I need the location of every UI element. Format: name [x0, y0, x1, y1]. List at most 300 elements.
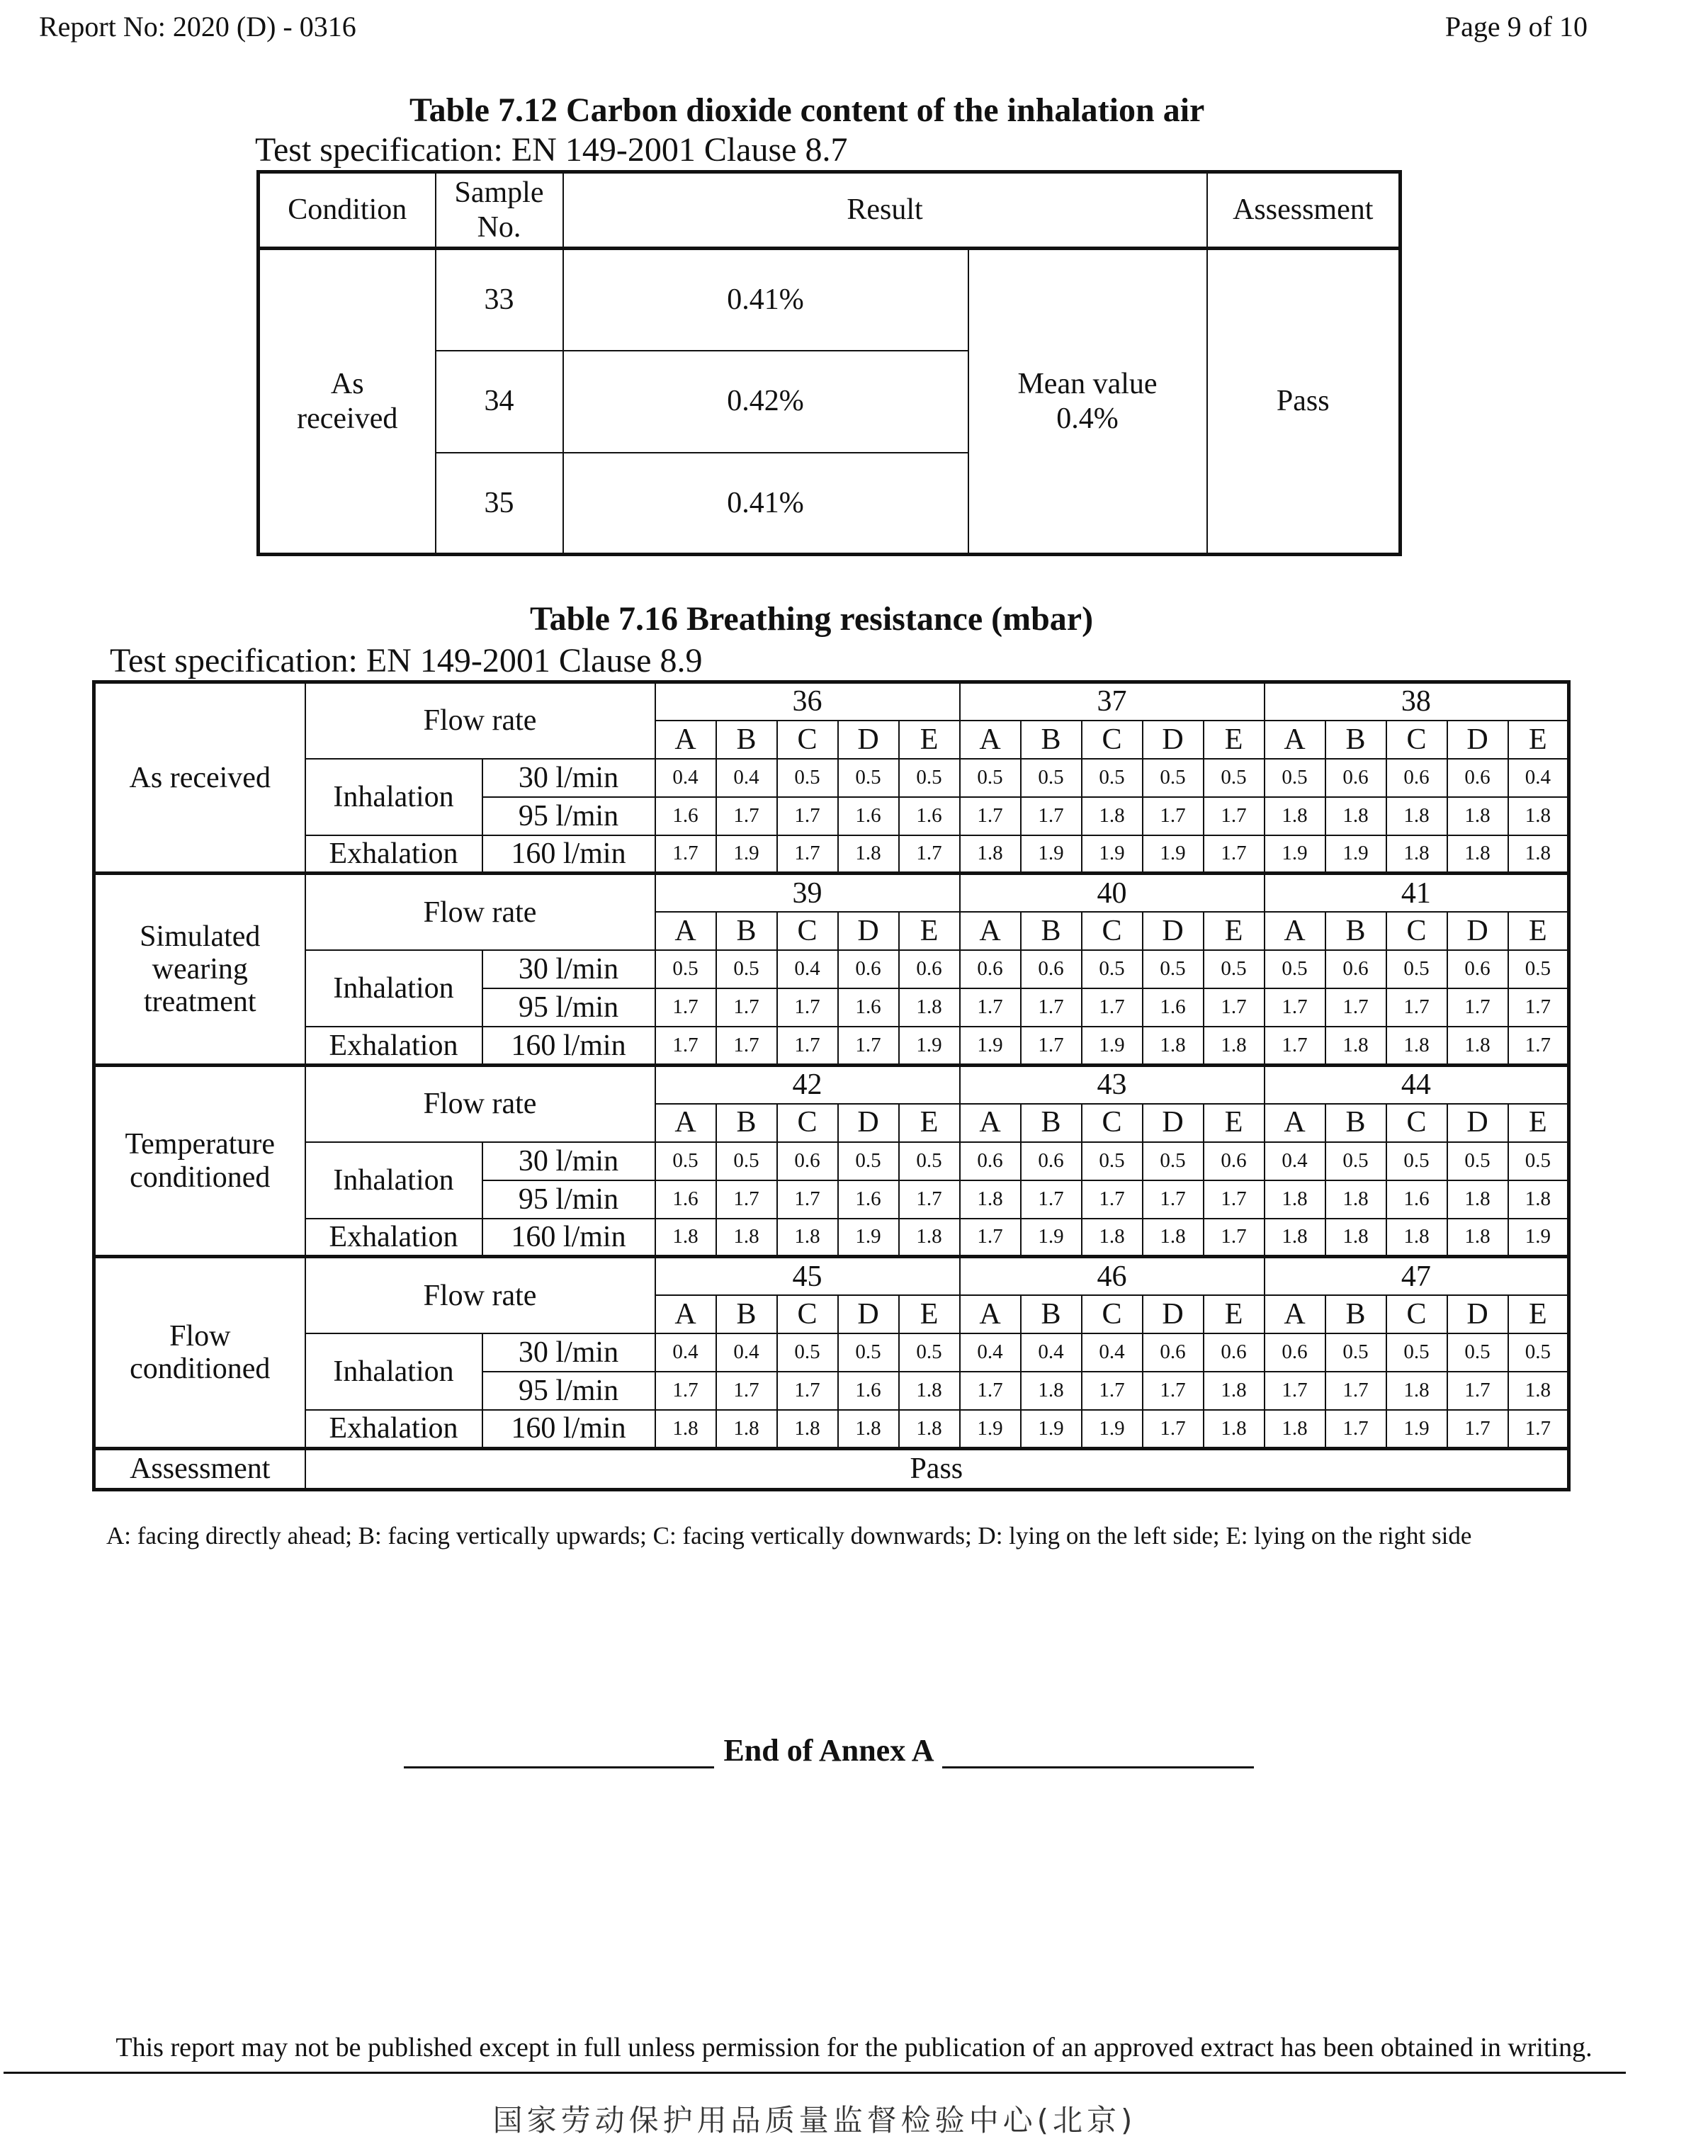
resistance-value: 0.5 — [899, 1333, 960, 1372]
resistance-value: 0.5 — [899, 759, 960, 797]
resistance-value: 1.9 — [1021, 1219, 1082, 1257]
position-letter: E — [899, 1295, 960, 1333]
sample-number: 38 — [1265, 682, 1569, 721]
resistance-value: 1.8 — [655, 1219, 716, 1257]
flow-value: 160 l/min — [482, 1219, 655, 1257]
mean-value: 0.4% — [1056, 402, 1119, 435]
resistance-value: 1.8 — [960, 1180, 1021, 1219]
position-letter: C — [777, 1104, 838, 1142]
resistance-value: 1.7 — [1325, 988, 1386, 1027]
position-letter: D — [1447, 721, 1508, 759]
resistance-value: 1.8 — [1508, 1372, 1569, 1410]
resistance-value: 1.8 — [777, 1410, 838, 1448]
exhalation-label: Exhalation — [305, 1027, 482, 1065]
flow-value: 160 l/min — [482, 1027, 655, 1065]
resistance-value: 1.8 — [1386, 797, 1447, 835]
resistance-value: 0.5 — [777, 1333, 838, 1372]
resistance-value: 1.8 — [1204, 1372, 1265, 1410]
resistance-value: 0.5 — [838, 1333, 899, 1372]
sample-number: 43 — [960, 1065, 1265, 1103]
resistance-value: 0.6 — [1265, 1333, 1325, 1372]
resistance-value: 0.5 — [1386, 1142, 1447, 1180]
resistance-value: 0.5 — [1386, 1333, 1447, 1372]
resistance-value: 1.7 — [777, 797, 838, 835]
resistance-value: 0.6 — [1143, 1333, 1204, 1372]
resistance-value: 1.7 — [716, 1372, 777, 1410]
position-letter: B — [1021, 1295, 1082, 1333]
resistance-value: 1.8 — [1325, 1219, 1386, 1257]
position-letter: A — [655, 912, 716, 950]
position-letter: E — [1204, 1295, 1265, 1333]
resistance-value: 0.5 — [1204, 950, 1265, 988]
position-letter: C — [777, 1295, 838, 1333]
mean-label: Mean value — [1017, 368, 1158, 401]
resistance-value: 1.7 — [1143, 1372, 1204, 1410]
resistance-value: 1.8 — [1204, 1410, 1265, 1448]
resistance-value: 1.8 — [1386, 1372, 1447, 1410]
sample-number: 37 — [960, 682, 1265, 721]
resistance-value: 1.8 — [899, 1410, 960, 1448]
resistance-value: 0.6 — [1021, 950, 1082, 988]
position-legend: A: facing directly ahead; B: facing vertically upwards; C: facing vertically downwards; D: lying on the left side; E: lying on the right side — [106, 1522, 1472, 1550]
resistance-value: 1.7 — [1021, 1180, 1082, 1219]
position-letter: C — [1386, 721, 1447, 759]
resistance-value: 0.4 — [1265, 1142, 1325, 1180]
position-letter: B — [1021, 721, 1082, 759]
resistance-value: 1.7 — [1082, 1372, 1143, 1410]
resistance-value: 0.5 — [838, 1142, 899, 1180]
assessment-value: Pass — [305, 1448, 1569, 1489]
resistance-value: 1.6 — [838, 1180, 899, 1219]
resistance-value: 1.7 — [1143, 1410, 1204, 1448]
resistance-value: 1.8 — [1447, 1219, 1508, 1257]
resistance-value: 0.6 — [1325, 759, 1386, 797]
right-rule — [942, 1766, 1254, 1768]
resistance-value: 1.8 — [1021, 1372, 1082, 1410]
sample-no: 34 — [436, 351, 563, 453]
resistance-value: 0.6 — [838, 950, 899, 988]
end-of-annex — [404, 1732, 1254, 1768]
resistance-value: 1.8 — [1508, 835, 1569, 874]
resistance-value: 1.7 — [777, 988, 838, 1027]
resistance-value: 1.9 — [838, 1219, 899, 1257]
resistance-value: 1.6 — [838, 797, 899, 835]
resistance-value: 1.9 — [1143, 835, 1204, 874]
report-number: Report No: 2020 (D) - 0316 — [39, 11, 356, 43]
position-letter: D — [838, 912, 899, 950]
resistance-value: 0.5 — [1082, 759, 1143, 797]
resistance-value: 0.5 — [1386, 950, 1447, 988]
resistance-value: 1.7 — [1021, 797, 1082, 835]
resistance-value: 0.4 — [716, 1333, 777, 1372]
resistance-value: 1.7 — [960, 797, 1021, 835]
resistance-value: 1.8 — [1082, 1219, 1143, 1257]
co2-table — [256, 170, 1402, 556]
resistance-value: 0.5 — [1447, 1142, 1508, 1180]
resistance-value: 0.6 — [1204, 1142, 1265, 1180]
resistance-value: 0.4 — [960, 1333, 1021, 1372]
resistance-value: 1.9 — [1082, 1027, 1143, 1065]
resistance-value: 0.4 — [716, 759, 777, 797]
exhalation-label: Exhalation — [305, 1410, 482, 1448]
resistance-value: 1.8 — [838, 835, 899, 874]
resistance-value: 1.7 — [716, 797, 777, 835]
resistance-value: 1.7 — [1447, 988, 1508, 1027]
resistance-value: 1.7 — [716, 1027, 777, 1065]
position-letter: D — [838, 1295, 899, 1333]
resistance-value: 1.7 — [1325, 1372, 1386, 1410]
resistance-value: 1.7 — [777, 1372, 838, 1410]
resistance-value: 0.5 — [899, 1142, 960, 1180]
breathing-resistance-table — [92, 680, 1571, 1491]
result-value: 0.41% — [563, 249, 968, 351]
flow-value: 30 l/min — [482, 759, 655, 797]
condition-cell: Simulated wearing treatment — [94, 874, 305, 1065]
position-letter: B — [716, 1295, 777, 1333]
position-letter: A — [655, 1295, 716, 1333]
position-letter: C — [1082, 912, 1143, 950]
resistance-value: 0.5 — [655, 950, 716, 988]
flow-value: 160 l/min — [482, 1410, 655, 1448]
position-letter: D — [1143, 912, 1204, 950]
resistance-value: 1.7 — [1325, 1410, 1386, 1448]
flow-value: 30 l/min — [482, 1142, 655, 1180]
resistance-value: 1.7 — [1082, 1180, 1143, 1219]
resistance-value: 0.5 — [716, 1142, 777, 1180]
position-letter: B — [1325, 912, 1386, 950]
sample-number: 47 — [1265, 1257, 1569, 1295]
resistance-value: 1.7 — [1447, 1372, 1508, 1410]
resistance-value: 1.7 — [960, 988, 1021, 1027]
resistance-value: 0.5 — [1508, 950, 1569, 988]
resistance-value: 1.7 — [655, 1027, 716, 1065]
position-letter: C — [777, 912, 838, 950]
resistance-value: 1.8 — [1325, 1027, 1386, 1065]
resistance-value: 1.8 — [1386, 1219, 1447, 1257]
resistance-value: 1.6 — [899, 797, 960, 835]
resistance-value: 1.7 — [716, 988, 777, 1027]
end-of-annex-text: End of Annex A — [723, 1733, 934, 1768]
resistance-value: 1.7 — [655, 988, 716, 1027]
result-value: 0.42% — [563, 351, 968, 453]
flow-value: 95 l/min — [482, 797, 655, 835]
resistance-value: 1.7 — [1021, 1027, 1082, 1065]
resistance-value: 1.8 — [655, 1410, 716, 1448]
resistance-value: 1.8 — [1143, 1219, 1204, 1257]
resistance-value: 1.8 — [1204, 1027, 1265, 1065]
position-letter: C — [1386, 1104, 1447, 1142]
position-letter: D — [1447, 912, 1508, 950]
resistance-value: 0.4 — [1508, 759, 1569, 797]
mean-value-cell — [968, 249, 1207, 555]
resistance-value: 1.8 — [1447, 835, 1508, 874]
position-letter: B — [1021, 912, 1082, 950]
resistance-value: 1.7 — [1204, 797, 1265, 835]
position-letter: A — [960, 1104, 1021, 1142]
position-letter: E — [1204, 1104, 1265, 1142]
resistance-value: 1.6 — [1143, 988, 1204, 1027]
resistance-value: 0.5 — [1447, 1333, 1508, 1372]
left-rule — [404, 1766, 714, 1768]
resistance-value: 1.7 — [1265, 988, 1325, 1027]
condition-cell: As received — [259, 249, 436, 555]
resistance-value: 0.5 — [1143, 950, 1204, 988]
resistance-value: 1.7 — [899, 835, 960, 874]
position-letter: D — [838, 1104, 899, 1142]
resistance-value: 1.9 — [960, 1410, 1021, 1448]
resistance-value: 0.4 — [777, 950, 838, 988]
resistance-value: 1.9 — [716, 835, 777, 874]
resistance-value: 1.8 — [1508, 1180, 1569, 1219]
position-letter: A — [960, 1295, 1021, 1333]
resistance-value: 1.8 — [1143, 1027, 1204, 1065]
position-letter: E — [1508, 721, 1569, 759]
table-7-16-title: Table 7.16 Breathing resistance (mbar) — [530, 600, 1094, 638]
resistance-value: 1.9 — [960, 1027, 1021, 1065]
resistance-value: 0.6 — [1204, 1333, 1265, 1372]
resistance-value: 0.5 — [1265, 950, 1325, 988]
footer-notice: This report may not be published except in full unless permission for the publication of an approved extract has been obtained in writing. — [115, 2033, 1593, 2062]
resistance-value: 1.8 — [838, 1410, 899, 1448]
resistance-value: 0.6 — [1325, 950, 1386, 988]
resistance-value: 1.7 — [1204, 835, 1265, 874]
position-letter: E — [1204, 721, 1265, 759]
resistance-value: 0.5 — [1325, 1142, 1386, 1180]
header-result: Result — [563, 172, 1207, 249]
sample-number: 36 — [655, 682, 960, 721]
position-letter: A — [1265, 1104, 1325, 1142]
sample-number: 46 — [960, 1257, 1265, 1295]
position-letter: B — [1021, 1104, 1082, 1142]
resistance-value: 1.7 — [1204, 1219, 1265, 1257]
resistance-value: 0.5 — [1508, 1333, 1569, 1372]
resistance-value: 1.7 — [1386, 988, 1447, 1027]
resistance-value: 0.5 — [1265, 759, 1325, 797]
condition-cell: As received — [94, 682, 305, 874]
resistance-value: 1.8 — [1325, 797, 1386, 835]
flow-value: 30 l/min — [482, 1333, 655, 1372]
position-letter: E — [1508, 1295, 1569, 1333]
resistance-value: 1.8 — [1265, 797, 1325, 835]
resistance-value: 0.5 — [1325, 1333, 1386, 1372]
resistance-value: 1.7 — [1082, 988, 1143, 1027]
resistance-value: 1.8 — [1386, 835, 1447, 874]
position-letter: A — [1265, 721, 1325, 759]
header-condition: Condition — [259, 172, 436, 249]
position-letter: E — [1508, 1104, 1569, 1142]
resistance-value: 1.8 — [1447, 1180, 1508, 1219]
resistance-value: 1.7 — [1447, 1410, 1508, 1448]
resistance-value: 1.7 — [1143, 1180, 1204, 1219]
page-number: Page 9 of 10 — [1444, 11, 1588, 43]
resistance-value: 0.6 — [777, 1142, 838, 1180]
position-letter: B — [1325, 1104, 1386, 1142]
inhalation-label: Inhalation — [305, 950, 482, 1027]
resistance-value: 1.9 — [1021, 1410, 1082, 1448]
position-letter: C — [1386, 912, 1447, 950]
flow-value: 95 l/min — [482, 988, 655, 1027]
resistance-value: 0.6 — [1447, 759, 1508, 797]
resistance-value: 1.6 — [838, 988, 899, 1027]
flow-rate-label: Flow rate — [305, 1065, 655, 1141]
resistance-value: 1.8 — [716, 1410, 777, 1448]
flow-value: 95 l/min — [482, 1180, 655, 1219]
resistance-value: 1.7 — [1508, 1027, 1569, 1065]
resistance-value: 1.7 — [777, 1180, 838, 1219]
result-value: 0.41% — [563, 453, 968, 555]
position-letter: A — [1265, 912, 1325, 950]
header-sample-no: Sample No. — [436, 172, 563, 249]
inhalation-label: Inhalation — [305, 1333, 482, 1410]
position-letter: D — [838, 721, 899, 759]
resistance-value: 1.8 — [777, 1219, 838, 1257]
sample-number: 44 — [1265, 1065, 1569, 1103]
position-letter: E — [899, 912, 960, 950]
resistance-value: 1.6 — [838, 1372, 899, 1410]
resistance-value: 1.7 — [655, 1372, 716, 1410]
resistance-value: 0.4 — [655, 1333, 716, 1372]
resistance-value: 1.9 — [1325, 835, 1386, 874]
resistance-value: 0.6 — [1447, 950, 1508, 988]
resistance-value: 1.8 — [716, 1219, 777, 1257]
position-letter: E — [1508, 912, 1569, 950]
organization-name: 国家劳动保护用品质量监督检验中心(北京) — [492, 2103, 1137, 2138]
position-letter: D — [1143, 1295, 1204, 1333]
resistance-value: 1.9 — [1386, 1410, 1447, 1448]
resistance-value: 0.5 — [1508, 1142, 1569, 1180]
resistance-value: 0.6 — [1021, 1142, 1082, 1180]
resistance-value: 1.7 — [1143, 797, 1204, 835]
position-letter: B — [1325, 721, 1386, 759]
resistance-value: 1.8 — [1447, 1027, 1508, 1065]
resistance-value: 0.5 — [838, 759, 899, 797]
resistance-value: 1.8 — [1386, 1027, 1447, 1065]
resistance-value: 1.6 — [1386, 1180, 1447, 1219]
flow-value: 160 l/min — [482, 835, 655, 874]
position-letter: E — [899, 1104, 960, 1142]
resistance-value: 0.4 — [1082, 1333, 1143, 1372]
table-7-12-spec: Test specification: EN 149-2001 Clause 8.7 — [255, 131, 848, 169]
flow-value: 95 l/min — [482, 1372, 655, 1410]
resistance-value: 0.4 — [655, 759, 716, 797]
flow-rate-label: Flow rate — [305, 1257, 655, 1333]
resistance-value: 0.5 — [1143, 1142, 1204, 1180]
position-letter: C — [1386, 1295, 1447, 1333]
resistance-value: 1.8 — [960, 835, 1021, 874]
resistance-value: 1.9 — [899, 1027, 960, 1065]
resistance-value: 1.9 — [1508, 1219, 1569, 1257]
resistance-value: 1.7 — [960, 1219, 1021, 1257]
header-assessment: Assessment — [1207, 172, 1401, 249]
position-letter: B — [716, 721, 777, 759]
condition-cell: Flow conditioned — [94, 1257, 305, 1448]
inhalation-label: Inhalation — [305, 759, 482, 835]
position-letter: A — [655, 721, 716, 759]
sample-number: 40 — [960, 874, 1265, 912]
resistance-value: 1.7 — [716, 1180, 777, 1219]
position-letter: B — [716, 1104, 777, 1142]
resistance-value: 0.5 — [655, 1142, 716, 1180]
position-letter: B — [1325, 1295, 1386, 1333]
assessment-value: Pass — [1207, 249, 1401, 555]
resistance-value: 1.8 — [899, 1372, 960, 1410]
position-letter: C — [1082, 1295, 1143, 1333]
resistance-value: 1.8 — [899, 1219, 960, 1257]
resistance-value: 1.7 — [1204, 988, 1265, 1027]
resistance-value: 1.8 — [1325, 1180, 1386, 1219]
resistance-value: 1.7 — [1508, 1410, 1569, 1448]
resistance-value: 1.7 — [960, 1372, 1021, 1410]
resistance-value: 1.6 — [655, 797, 716, 835]
resistance-value: 0.5 — [1204, 759, 1265, 797]
resistance-value: 1.9 — [1082, 1410, 1143, 1448]
footer-rule — [4, 2072, 1626, 2074]
position-letter: E — [1204, 912, 1265, 950]
sample-number: 39 — [655, 874, 960, 912]
resistance-value: 0.6 — [899, 950, 960, 988]
assessment-label: Assessment — [94, 1448, 305, 1489]
resistance-value: 1.7 — [1265, 1027, 1325, 1065]
resistance-value: 1.7 — [838, 1027, 899, 1065]
position-letter: C — [1082, 721, 1143, 759]
resistance-value: 1.8 — [1265, 1219, 1325, 1257]
sample-number: 45 — [655, 1257, 960, 1295]
position-letter: D — [1143, 721, 1204, 759]
resistance-value: 1.7 — [1021, 988, 1082, 1027]
resistance-value: 1.8 — [899, 988, 960, 1027]
resistance-value: 1.7 — [777, 1027, 838, 1065]
resistance-value: 1.8 — [1082, 797, 1143, 835]
resistance-value: 0.6 — [1386, 759, 1447, 797]
position-letter: E — [899, 721, 960, 759]
flow-value: 30 l/min — [482, 950, 655, 988]
position-letter: D — [1447, 1104, 1508, 1142]
flow-rate-label: Flow rate — [305, 682, 655, 759]
resistance-value: 1.8 — [1508, 797, 1569, 835]
resistance-value: 0.5 — [777, 759, 838, 797]
resistance-value: 0.5 — [960, 759, 1021, 797]
position-letter: A — [1265, 1295, 1325, 1333]
resistance-value: 0.4 — [1021, 1333, 1082, 1372]
resistance-value: 1.9 — [1082, 835, 1143, 874]
resistance-value: 1.7 — [1508, 988, 1569, 1027]
position-letter: D — [1447, 1295, 1508, 1333]
exhalation-label: Exhalation — [305, 1219, 482, 1257]
inhalation-label: Inhalation — [305, 1142, 482, 1219]
exhalation-label: Exhalation — [305, 835, 482, 874]
resistance-value: 1.9 — [1265, 835, 1325, 874]
sample-no: 35 — [436, 453, 563, 555]
position-letter: A — [655, 1104, 716, 1142]
position-letter: C — [777, 721, 838, 759]
resistance-value: 0.6 — [960, 950, 1021, 988]
resistance-value: 1.8 — [1265, 1410, 1325, 1448]
resistance-value: 0.5 — [1143, 759, 1204, 797]
position-letter: B — [716, 912, 777, 950]
resistance-value: 1.8 — [1265, 1180, 1325, 1219]
resistance-value: 1.6 — [655, 1180, 716, 1219]
position-letter: C — [1082, 1104, 1143, 1142]
position-letter: D — [1143, 1104, 1204, 1142]
condition-cell: Temperature conditioned — [94, 1065, 305, 1256]
resistance-value: 1.7 — [1265, 1372, 1325, 1410]
resistance-value: 0.5 — [1021, 759, 1082, 797]
position-letter: A — [960, 721, 1021, 759]
resistance-value: 0.6 — [960, 1142, 1021, 1180]
sample-number: 42 — [655, 1065, 960, 1103]
position-letter: A — [960, 912, 1021, 950]
resistance-value: 0.5 — [1082, 1142, 1143, 1180]
